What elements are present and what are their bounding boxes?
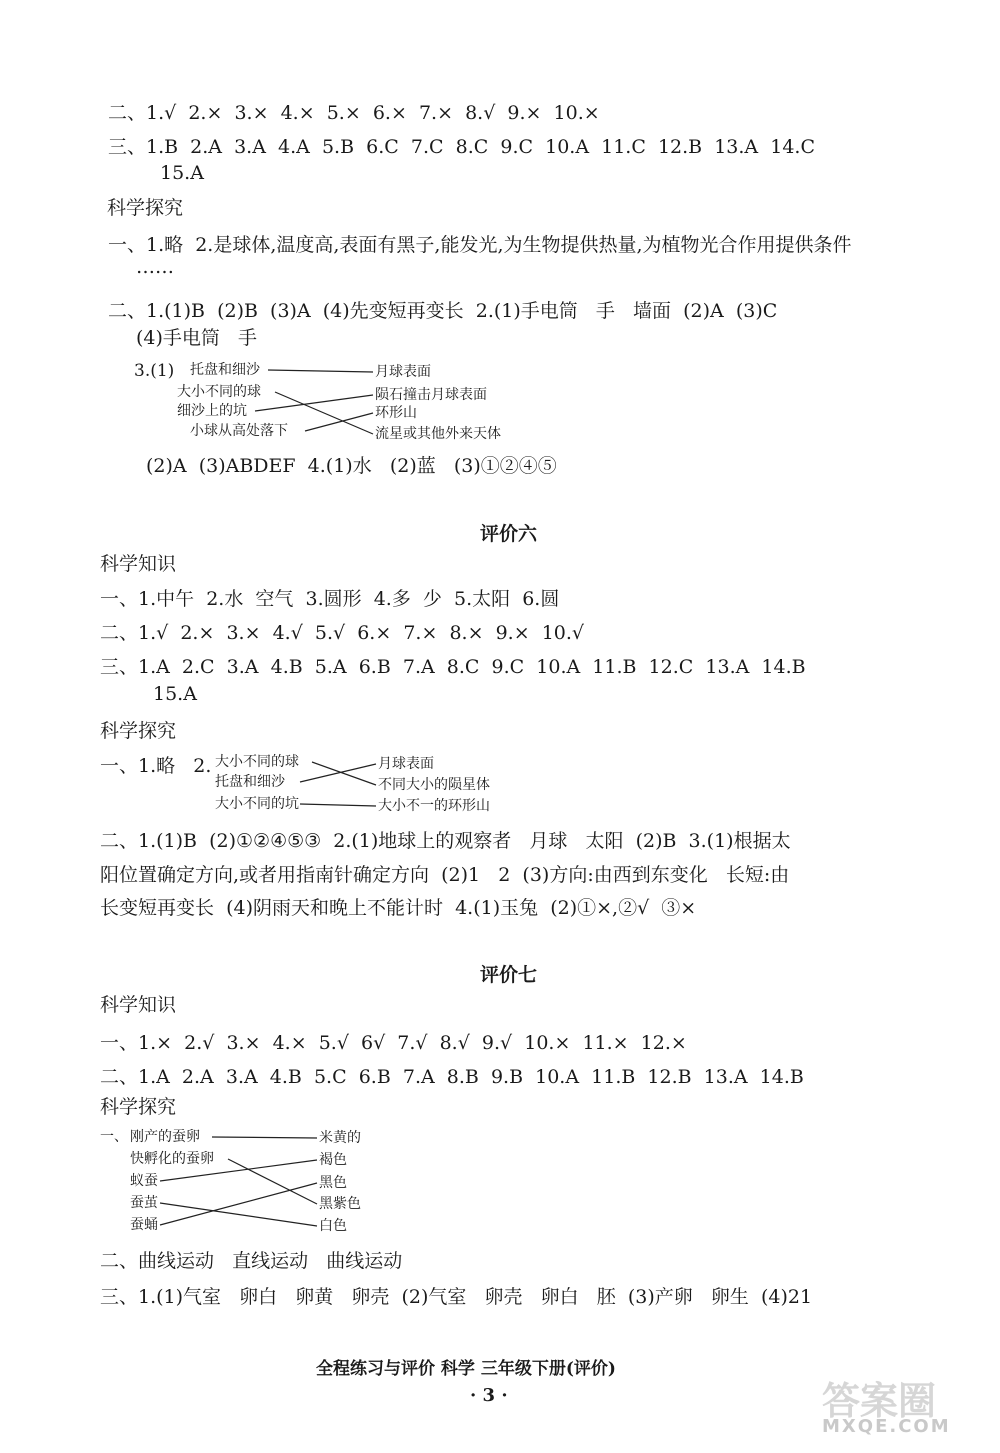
matching-left-item: 大小不同的球 <box>215 754 299 770</box>
match-line <box>160 1203 317 1226</box>
answer-line: 三、1.A 2.C 3.A 4.B 5.A 6.B 7.A 8.C 9.C 10.A 11.B 12.C 13.A 14.B <box>100 656 806 678</box>
matching-right-item: 不同大小的陨星体 <box>378 777 490 793</box>
matching-right-item: 陨石撞击月球表面 <box>375 387 487 403</box>
matching-left-item: 蚕蛹 <box>130 1217 158 1233</box>
matching-right-item: 月球表面 <box>375 364 431 380</box>
matching-prefix: 一、 <box>100 1129 128 1145</box>
answer-line: 二、1.(1)B (2)①②④⑤③ 2.(1)地球上的观察者 月球 太阳 (2)B 3.(1)根据太 <box>100 830 791 852</box>
matching-right-item: 黑紫色 <box>319 1196 361 1212</box>
match-line <box>212 1137 317 1138</box>
section-heading: 科学知识 <box>100 553 177 575</box>
answer-line: (4)手电筒 手 <box>136 327 258 349</box>
matching-left-item: 细沙上的坑 <box>177 403 247 419</box>
answer-line: 15.A <box>153 683 197 705</box>
matching-right-item: 流星或其他外来天体 <box>375 426 501 442</box>
answer-line: 二、1.√ 2.× 3.× 4.√ 5.√ 6.× 7.× 8.× 9.× 10.√ <box>100 622 585 644</box>
section-heading: 科学探究 <box>100 1096 177 1118</box>
answer-line: 长变短再变长 (4)阴雨天和晚上不能计时 4.(1)玉兔 (2)①×,②√ ③× <box>100 897 697 919</box>
match-line <box>160 1160 317 1181</box>
answer-line: 一、1.中午 2.水 空气 3.圆形 4.多 少 5.太阳 6.圆 <box>100 588 560 610</box>
watermark-logo <box>822 1370 972 1440</box>
answer-line: 15.A <box>160 162 204 184</box>
answer-line: 一、1.× 2.√ 3.× 4.× 5.√ 6√ 7.√ 8.√ 9.√ 10.× 11.× 12.× <box>100 1032 687 1054</box>
watermark-main: 答案圈 <box>822 1379 937 1423</box>
matching-left-item: 托盘和细沙 <box>190 362 260 378</box>
matching-right-item: 白色 <box>319 1218 347 1234</box>
answer-line: 三、1.B 2.A 3.A 4.A 5.B 6.C 7.C 8.C 9.C 10.A 11.C 12.B 13.A 14.C <box>108 136 815 158</box>
matching-left-item: 刚产的蚕卵 <box>130 1129 200 1145</box>
matching-right-item: 环形山 <box>375 405 417 421</box>
matching-prefix: 3.(1) <box>134 361 175 381</box>
answer-line: 二、1.A 2.A 3.A 4.B 5.C 6.B 7.A 8.B 9.B 10.A 11.B 12.B 13.A 14.B <box>100 1066 804 1088</box>
matching-left-item: 大小不同的坑 <box>215 796 299 812</box>
answer-line: 二、1.(1)B (2)B (3)A (4)先变短再变长 2.(1)手电筒 手 墙面 (2)A (3)C <box>108 300 778 322</box>
answer-line: (2)A (3)ABDEF 4.(1)水 (2)蓝 (3)①②④⑤ <box>146 455 557 477</box>
matching-left-item: 大小不同的球 <box>177 384 261 400</box>
answer-line: 阳位置确定方向,或者用指南针确定方向 (2)1 2 (3)方向:由西到东变化 长短:由 <box>100 864 790 886</box>
matching-left-item: 快孵化的蚕卵 <box>130 1151 214 1167</box>
matching-right-item: 褐色 <box>319 1152 347 1168</box>
matching-left-item: 蚁蚕 <box>130 1173 158 1189</box>
answer-line: …… <box>136 256 174 278</box>
section-heading: 科学探究 <box>100 720 177 742</box>
section-title: 评价六 <box>480 523 538 545</box>
answer-line: 三、1.(1)气室 卵白 卵黄 卵壳 (2)气室 卵壳 卵白 胚 (3)产卵 卵生 (4)21 <box>100 1286 813 1308</box>
matching-right-item: 米黄的 <box>319 1130 361 1146</box>
matching-left-item: 蚕茧 <box>130 1195 158 1211</box>
matching-right-item: 月球表面 <box>378 756 434 772</box>
section-heading: 科学探究 <box>107 197 184 219</box>
section-title: 评价七 <box>480 964 538 986</box>
matching-prefix: 一、1.略 2. <box>100 755 212 777</box>
section-heading: 科学知识 <box>100 994 177 1016</box>
answer-line: 一、1.略 2.是球体,温度高,表面有黑子,能发光,为生物提供热量,为植物光合作用提供条件 <box>108 234 852 256</box>
answer-line: 二、曲线运动 直线运动 曲线运动 <box>100 1250 403 1272</box>
match-line <box>160 1183 317 1225</box>
page-number: · 3 · <box>470 1385 508 1406</box>
matching-left-item: 小球从高处落下 <box>190 423 288 439</box>
watermark-url: MXQE.COM <box>822 1416 951 1437</box>
matching-right-item: 大小不一的环形山 <box>378 798 490 814</box>
footer-title: 全程练习与评价 科学 三年级下册(评价) <box>316 1359 616 1379</box>
matching-right-item: 黑色 <box>319 1175 347 1191</box>
answer-line: 二、1.√ 2.× 3.× 4.× 5.× 6.× 7.× 8.√ 9.× 10.× <box>108 102 600 124</box>
matching-left-item: 托盘和细沙 <box>215 774 285 790</box>
